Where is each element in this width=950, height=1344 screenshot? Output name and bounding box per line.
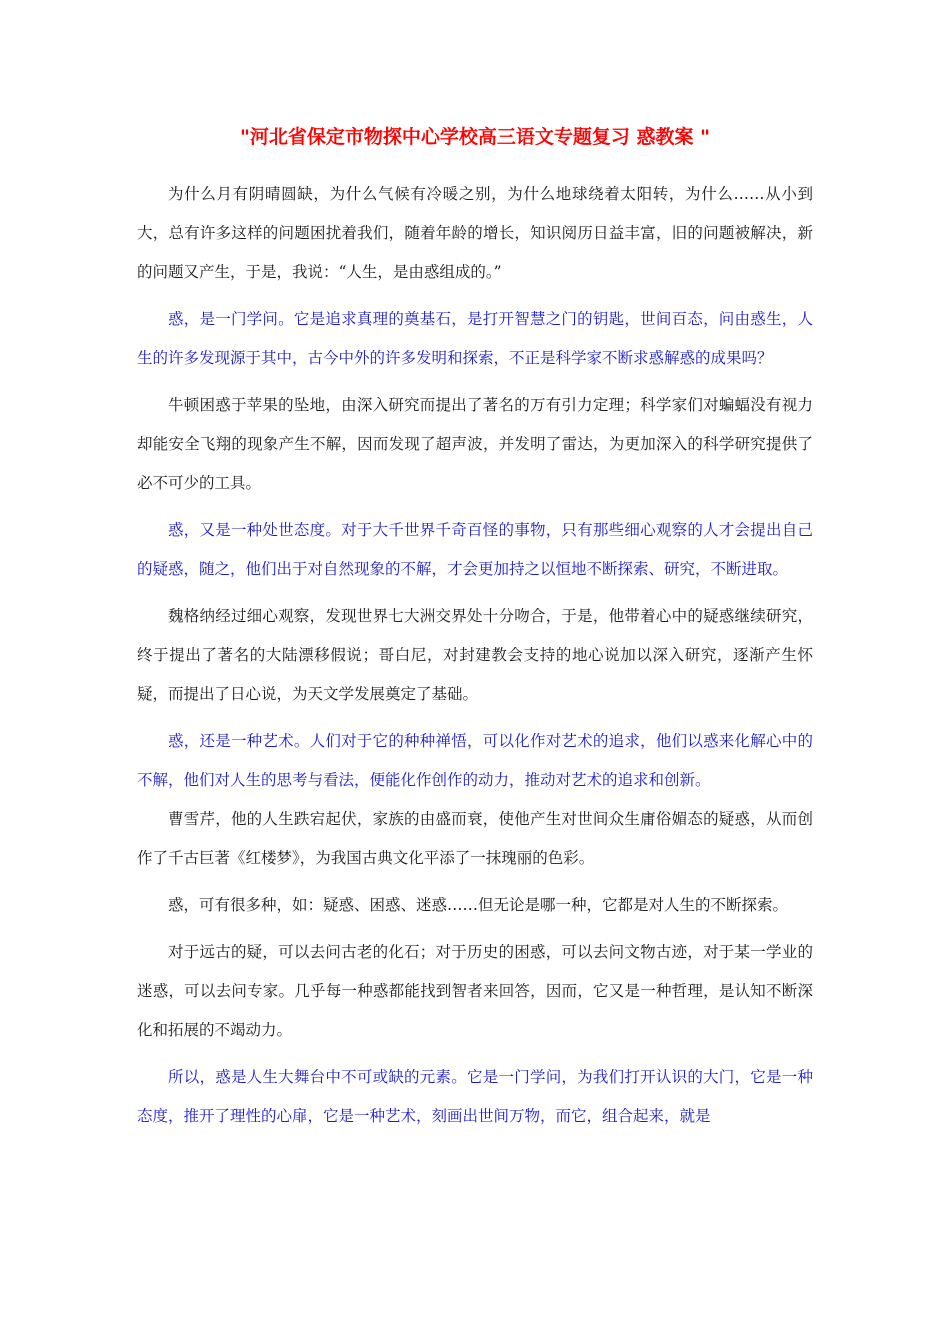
paragraph-5: 魏格纳经过细心观察，发现世界七大洲交界处十分吻合，于是，他带着心中的疑惑继续研究，终于提出了著名的大陆漂移假说；哥白尼，对封建教会支持的地心说加以深入研究，逐渐产生怀疑，而提出了日心说，为天文学发展奠定了基础。 [137, 607, 813, 703]
paragraph-8: 惑，可有很多种，如：疑惑、困惑、迷惑……但无论是哪一种，它都是对人生的不断探索。 [168, 896, 789, 914]
paragraph-1: 为什么月有阴晴圆缺，为什么气候有冷暖之别，为什么地球绕着太阳转，为什么……从小到大，总有许多这样的问题困扰着我们，随着年龄的增长，知识阅历日益丰富，旧的问题被解决，新的问题又产生，于是，我说：“人生，是由惑组成的。” [137, 185, 813, 281]
paragraph-2: 惑，是一门学问。它是追求真理的奠基石，是打开智慧之门的钥匙，世间百态，问由惑生，人生的许多发现源于其中，古今中外的许多发明和探索，不正是科学家不断求惑解惑的成果吗？ [137, 310, 813, 367]
paragraph-4: 惑，又是一种处世态度。对于大千世界千奇百怪的事物，只有那些细心观察的人才会提出自己的疑惑，随之，他们出于对自然现象的不解，才会更加持之以恒地不断探索、研究，不断进取。 [137, 521, 813, 578]
paragraph-7: 曹雪芹，他的人生跌宕起伏，家族的由盛而衰，使他产生对世间众生庸俗媚态的疑惑，从而创作了千古巨著《红楼梦》，为我国古典文化平添了一抹瑰丽的色彩。 [137, 810, 813, 867]
document-title: "河北省保定市物探中心学校高三语文专题复习 惑教案 " [239, 126, 711, 148]
paragraph-9: 对于远古的疑，可以去问古老的化石；对于历史的困惑，可以去问文物古迹，对于某一学业的迷惑，可以去问专家。几乎每一种惑都能找到智者来回答，因而，它又是一种哲理，是认知不断深化和拓展的不竭动力。 [137, 943, 813, 1039]
paragraph-3: 牛顿困惑于苹果的坠地，由深入研究而提出了著名的万有引力定理；科学家们对蝙蝠没有视力却能安全飞翔的现象产生不解，因而发现了超声波，并发明了雷达，为更加深入的科学研究提供了必不可少的工具。 [137, 396, 813, 492]
paragraph-6: 惑，还是一种艺术。人们对于它的种种禅悟，可以化作对艺术的追求，他们以惑来化解心中的不解，他们对人生的思考与看法，便能化作创作的动力，推动对艺术的追求和创新。 [137, 732, 813, 789]
document-body [137, 175, 813, 1144]
paragraph-10: 所以，惑是人生大舞台中不可或缺的元素。它是一门学问，为我们打开认识的大门，它是一种态度，推开了理性的心扉，它是一种艺术，刻画出世间万物，而它，组合起来，就是 [137, 1068, 813, 1125]
